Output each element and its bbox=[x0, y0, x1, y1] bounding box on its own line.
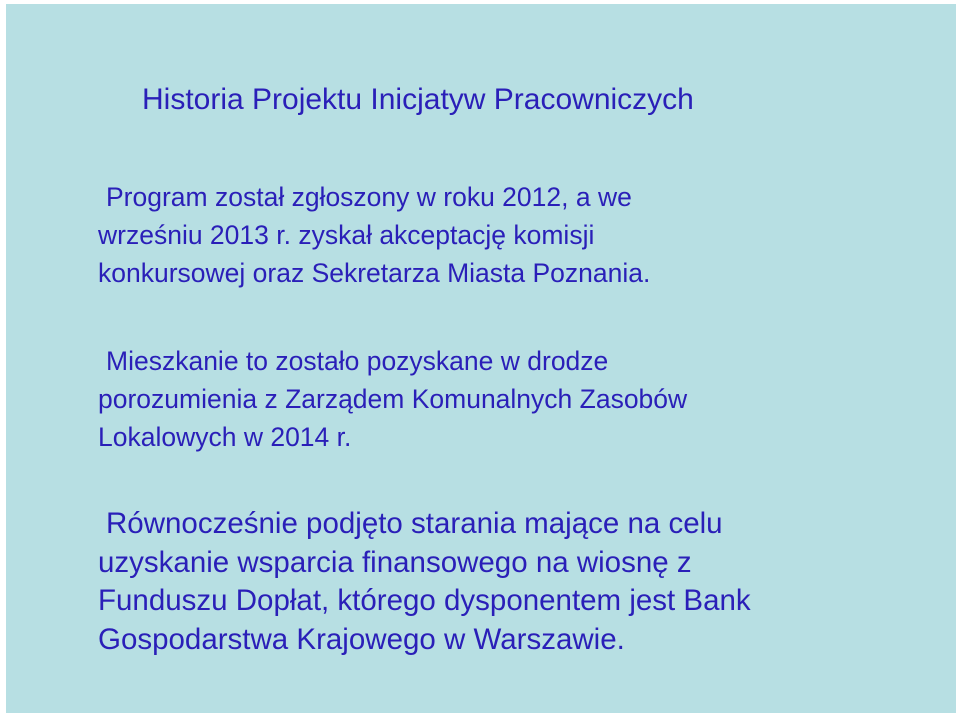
slide bbox=[6, 4, 956, 713]
paragraph-line: konkursowej oraz Sekretarza Miasta Poznania. bbox=[98, 258, 651, 288]
paragraph-program bbox=[98, 178, 650, 292]
paragraph-line: Równocześnie podjęto starania mające na celu bbox=[106, 507, 723, 540]
paragraph-mieszkanie bbox=[98, 342, 687, 456]
paragraph-line: wrześniu 2013 r. zyskał akceptację komisji bbox=[98, 220, 595, 250]
paragraph-line: Mieszkanie to zostało pozyskane w drodze bbox=[106, 346, 609, 376]
paragraph-line: Gospodarstwa Krajowego w Warszawie. bbox=[98, 622, 625, 656]
paragraph-line: Program został zgłoszony w roku 2012, a we bbox=[106, 182, 632, 212]
slide-title: Historia Projektu Inicjatyw Pracowniczych bbox=[142, 83, 694, 116]
paragraph-line: Funduszu Dopłat, którego dysponentem jest Bank bbox=[98, 584, 751, 617]
paragraph-line: porozumienia z Zarządem Komunalnych Zasobów bbox=[98, 384, 688, 414]
paragraph-line: uzyskanie wsparcia finansowego na wiosnę z bbox=[98, 545, 692, 579]
paragraph-wsparcie bbox=[98, 505, 751, 659]
paragraph-line: Lokalowych w 2014 r. bbox=[98, 422, 352, 452]
